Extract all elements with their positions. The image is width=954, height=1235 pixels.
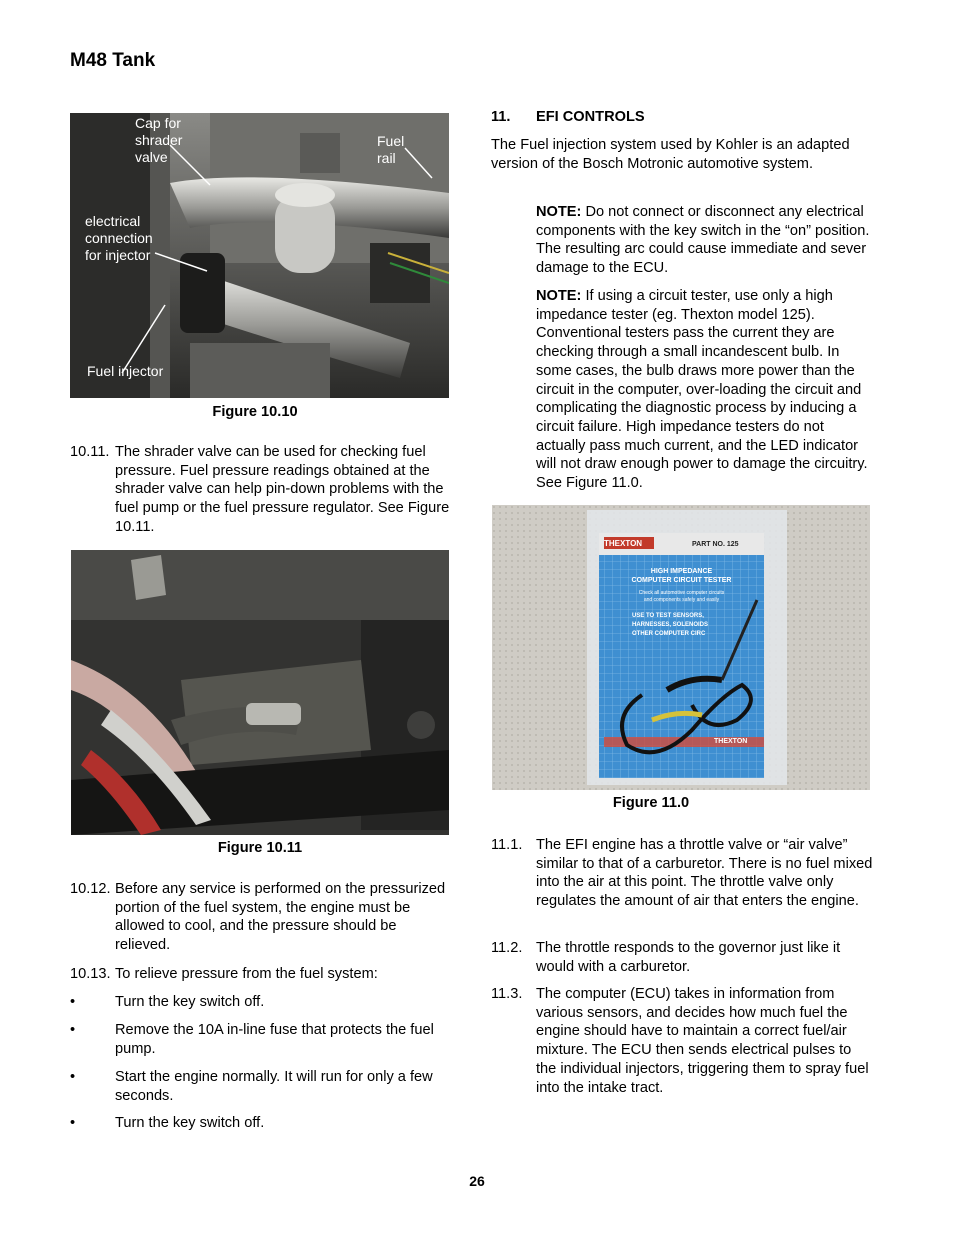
package-small-2: and components safely and easily xyxy=(643,597,720,603)
figure-10-11-caption: Figure 10.11 xyxy=(217,840,303,856)
fuel-rail-label: Fuel rail xyxy=(377,133,405,166)
cap-for-shrader-valve-label: Cap for shrader valve xyxy=(135,115,183,165)
note-text: If using a circuit tester, use only a high impedance tester (eg. Thexton model 125). Conventional testers pass the current they are checking through a small incandescent bulb. In some cases, the bulb draws more power than the circuit in the computer, over-loading the circuit and complicating the diagnostic process by inducing a circuit failure. High impedance testers do not actually pass much current, and the LED indicator will not draw enough power to damage the circuitry. See Figure 11.0. xyxy=(536,288,868,492)
package-use-2: HARNESSES, SOLENOIDS xyxy=(632,622,709,628)
figure-10-11-photo xyxy=(71,550,449,835)
item-text: The computer (ECU) takes in information from various sensors, and decides how much fuel the engine should have to maintain a correct fuel/air mixture. The ECU then sends electrical pulses to the individual injectors, triggering them to spray fuel into the intake tract. xyxy=(536,986,869,1096)
figure-10-10-caption: Figure 10.10 xyxy=(212,404,298,420)
bullet-text: Start the engine normally. It will run for only a few seconds. xyxy=(115,1069,433,1104)
note-text: Do not connect or disconnect any electrical components with the key switch in the “on” position. The resulting arc could cause immediate and sever damage to the ECU. xyxy=(536,204,870,277)
page-number: 26 xyxy=(469,1173,485,1189)
package-small-1: Check all automotive computer circuits xyxy=(638,590,725,596)
bullet-text: Turn the key switch off. xyxy=(115,1115,265,1131)
note-label: NOTE: xyxy=(536,288,582,304)
page-title: M48 Tank xyxy=(70,50,156,71)
package-title-1: HIGH IMPEDANCE xyxy=(650,568,713,575)
note-label: NOTE: xyxy=(536,204,582,220)
electrical-connection-label: electrical connection for injector xyxy=(85,213,153,263)
item-text: Before any service is performed on the pressurized portion of the fuel system, the engine must be allowed to cool, and the pressure should be relieved. xyxy=(115,881,446,954)
bullet-text: Turn the key switch off. xyxy=(115,994,265,1010)
section-title: EFI CONTROLS xyxy=(536,109,645,125)
item-text: The shrader valve can be used for checking fuel pressure. Fuel pressure readings obtained at the shrader valve can help pin-down problems with the fuel pump or the fuel pressure regulator. See Figure 10.11. xyxy=(115,444,450,535)
shrader-valve-photo-illustration xyxy=(71,550,449,835)
item-number: 10.12. xyxy=(70,881,111,897)
note-1 xyxy=(536,203,873,278)
figure-10-10-photo xyxy=(70,113,449,398)
item-number: 11.1. xyxy=(491,837,523,853)
item-number: 10.11. xyxy=(70,444,110,460)
item-text: The EFI engine has a throttle valve or “air valve” similar to that of a carburetor. There is no fuel mixed into the air at this point. The throttle valve only regulates the amount of air that enters the engine. xyxy=(536,837,873,910)
item-text: The throttle responds to the governor just like it would with a carburetor. xyxy=(536,940,841,975)
bullet-mark: • xyxy=(70,1115,76,1131)
item-text: To relieve pressure from the fuel system: xyxy=(115,966,378,982)
bullet-mark: • xyxy=(70,1022,76,1038)
circuit-tester-photo-illustration xyxy=(492,505,870,790)
figure-11-0-caption: Figure 11.0 xyxy=(612,795,690,811)
bullet-mark: • xyxy=(70,1069,76,1085)
package-part-text: PART NO. 125 xyxy=(692,541,739,548)
note-2 xyxy=(536,287,873,493)
package-bottom-brand: THEXTON xyxy=(714,738,748,745)
bullet-text: Remove the 10A in-line fuse that protects the fuel pump. xyxy=(115,1022,434,1057)
section-number: 11. xyxy=(491,109,511,125)
section-11-intro: The Fuel injection system used by Kohler is an adapted version of the Bosch Motronic automotive system. xyxy=(491,137,850,172)
bullet-mark: • xyxy=(70,994,76,1010)
fuel-injector-label: Fuel injector xyxy=(87,363,164,379)
package-use-3: OTHER COMPUTER CIRC xyxy=(632,631,706,637)
item-number: 10.13. xyxy=(70,966,111,982)
item-number: 11.3. xyxy=(491,986,523,1002)
package-brand-text: THEXTON xyxy=(604,539,643,548)
figure-11-0-photo xyxy=(492,505,870,790)
package-use-1: USE TO TEST SENSORS, xyxy=(632,613,704,619)
package-title-2: COMPUTER CIRCUIT TESTER xyxy=(631,577,732,584)
item-number: 11.2. xyxy=(491,940,523,956)
